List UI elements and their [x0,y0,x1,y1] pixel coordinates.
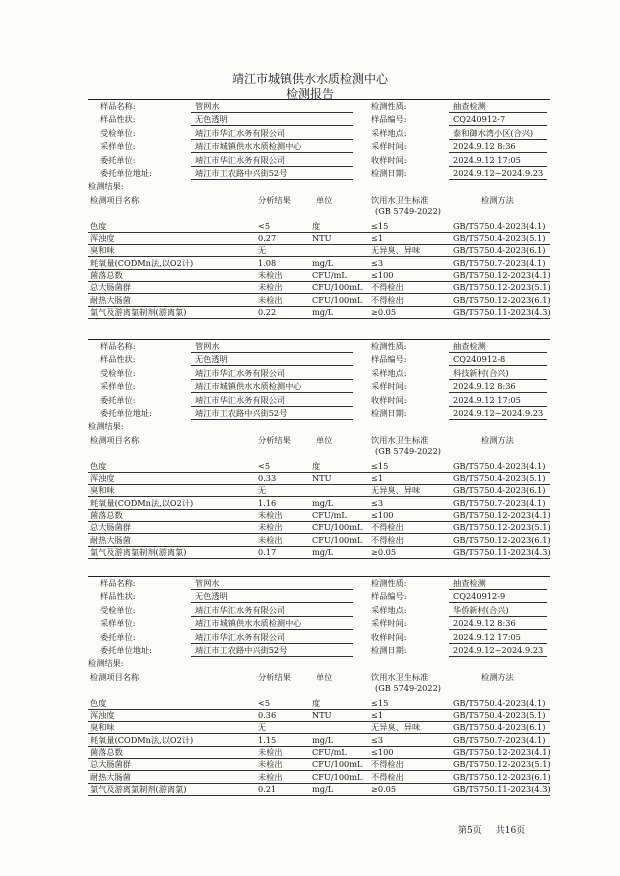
field-value: 靖江市工农路中兴街52号 [195,645,288,655]
cell-item: 耗氧量(CODMn法,以O2计) [90,497,194,508]
cell-result: 无 [258,485,267,496]
table-header-row [88,445,550,458]
field-label: 采样时间: [371,381,407,392]
cell-result: 未检出 [258,510,283,520]
table-row [88,460,550,473]
cell-unit: 度 [312,460,321,471]
cell-unit: CFU/100mL [312,759,363,770]
row-underline [88,558,550,559]
cell-item: 菌落总数 [90,510,123,520]
table-header-row [88,682,550,695]
cell-item: 总大肠菌群 [90,282,131,293]
cell-result: 未检出 [258,747,283,757]
field-label: 委托单位: [100,631,136,642]
cell-result: 未检出 [258,282,283,293]
results-label: 检测结果: [88,181,124,192]
cell-method: GB/T5750.4-2023(6.1) [453,485,546,496]
field-value: 管网水 [195,101,220,111]
cell-item: 浑浊度 [90,473,115,484]
cell-unit: CFU/mL [312,270,347,280]
field-label: 检测日期: [371,645,407,655]
cell-standard: ≤100 [371,270,394,280]
field-value: 靖江市工农路中兴街52号 [195,408,288,418]
cell-method: GB/T5750.7-2023(4.1) [453,734,546,745]
cell-result: 0.22 [258,306,277,317]
field-value: 抽查检测 [453,341,486,351]
cell-standard: 不得检出 [371,759,404,770]
field-label: 样品名称: [100,578,136,588]
info-row [88,154,550,167]
field-value: 2024.9.12 8:36 [453,141,516,152]
cell-method: GB/T5750.4-2023(4.1) [453,460,546,471]
field-value: 靖江市华汇水务有限公司 [195,367,286,378]
field-label: 样品编号: [371,114,407,125]
field-label: 委托单位: [100,154,136,165]
cell-standard: ≥0.05 [371,306,397,317]
field-value: CQ240912-7 [453,114,506,125]
table-row [88,257,550,270]
col-header-item: 检测项目名称 [90,194,140,205]
cell-result: 未检出 [258,759,283,770]
cell-item: 氯气及游离氯制剂(游离氯) [90,783,187,794]
cell-item: 耗氧量(CODMn法,以O2计) [90,734,194,745]
report-title: 靖江市城镇供水水质检测中心 [231,72,388,86]
cell-unit: CFU/100mL [312,522,363,533]
field-label: 采样单位: [100,618,136,629]
field-value: 无色透明 [195,591,228,602]
cell-method: GB/T5750.4-2023(5.1) [453,710,546,721]
cell-item: 色度 [90,460,107,471]
info-row [88,380,550,393]
results-label-row [88,657,550,670]
table-header-row [88,205,550,218]
cell-standard: ≤1 [371,473,384,484]
field-value: 泰和御水湾小区(合兴) [453,127,534,138]
cell-result: 0.36 [258,710,277,721]
table-row [88,269,550,282]
cell-unit: CFU/mL [312,510,347,520]
field-label: 收样时间: [371,394,407,405]
info-row [88,167,550,180]
cell-standard: 不得检出 [371,294,404,305]
cell-result: 0.27 [258,233,277,244]
field-value: 靖江市工农路中兴街52号 [195,168,288,178]
cell-method: GB/T5750.12-2023(4.1) [453,270,551,280]
info-row [88,100,550,113]
cell-standard: 无异臭、异味 [371,245,421,256]
cell-result: 无 [258,245,267,256]
field-value: 靖江市华汇水务有限公司 [195,127,286,138]
cell-item: 耐热大肠菌 [90,294,131,305]
field-label: 样品名称: [100,101,136,111]
field-label: 样品编号: [371,354,407,365]
info-row [88,394,550,407]
cell-item: 色度 [90,220,107,231]
cell-method: GB/T5750.11-2023(4.3) [453,783,551,794]
field-value: 抽查检测 [453,101,486,111]
col-header-item: 检测项目名称 [90,434,140,445]
col-header-standard: 饮用水卫生标准 [371,434,429,445]
cell-result: 1.16 [258,497,277,508]
col-header-item: 检测项目名称 [90,671,140,682]
col-header-standard: 饮用水卫生标准 [371,671,429,682]
field-label: 委托单位: [100,394,136,405]
field-label: 样品性状: [100,354,136,365]
table-row [88,244,550,257]
cell-result: 未检出 [258,294,283,305]
field-value: 靖江市华汇水务有限公司 [195,154,286,165]
info-row [88,353,550,366]
table-row [88,758,550,771]
field-label: 样品性状: [100,114,136,125]
col-header-unit: 单位 [316,434,333,445]
cell-unit: NTU [312,710,332,721]
field-label: 检测日期: [371,168,407,178]
col-header-method: 检测方法 [481,671,514,682]
info-row [88,631,550,644]
field-value: 靖江市华汇水务有限公司 [195,631,286,642]
field-label: 委托单位地址: [100,408,152,418]
cell-result: 未检出 [258,771,283,782]
field-label: 采样地点: [371,127,407,138]
field-value: CQ240912-9 [453,591,506,602]
table-row [88,771,550,784]
col-header-result: 分析结果 [258,194,291,205]
cell-method: GB/T5750.11-2023(4.3) [453,306,551,317]
cell-unit: CFU/100mL [312,771,363,782]
field-label: 委托单位地址: [100,168,152,178]
cell-method: GB/T5750.12-2023(6.1) [453,771,551,782]
field-label: 采样地点: [371,604,407,615]
field-value: 靖江市城镇供水水质检测中心 [195,141,302,152]
cell-unit: CFU/100mL [312,282,363,293]
cell-result: 无 [258,722,267,733]
col-header-unit: 单位 [316,194,333,205]
table-row [88,509,550,522]
cell-unit: mg/L [312,306,334,317]
cell-standard: 不得检出 [371,522,404,533]
cell-item: 色度 [90,697,107,708]
table-row [88,783,550,796]
cell-item: 耗氧量(CODMn法,以O2计) [90,257,194,268]
field-value: 抽查检测 [453,578,486,588]
field-label: 收样时间: [371,154,407,165]
cell-method: GB/T5750.4-2023(4.1) [453,697,546,708]
field-label: 样品性状: [100,591,136,602]
field-value: 管网水 [195,341,220,351]
page-footer [458,823,539,836]
field-label: 委托单位地址: [100,645,152,655]
cell-standard: ≤15 [371,220,389,231]
field-value: CQ240912-8 [453,354,506,365]
cell-standard: ≤100 [371,747,394,757]
field-label: 采样时间: [371,141,407,152]
info-row [88,617,550,630]
field-value: 靖江市城镇供水水质检测中心 [195,381,302,392]
cell-item: 菌落总数 [90,747,123,757]
page-total: 共16页 [495,826,526,836]
field-value: 无色透明 [195,114,228,125]
cell-result: <5 [258,460,271,471]
cell-standard: 不得检出 [371,771,404,782]
info-row [88,140,550,153]
cell-unit: mg/L [312,257,334,268]
cell-method: GB/T5750.12-2023(5.1) [453,282,551,293]
cell-unit: mg/L [312,734,334,745]
cell-method: GB/T5750.4-2023(5.1) [453,473,546,484]
cell-unit: mg/L [312,497,334,508]
results-label: 检测结果: [88,658,124,669]
cell-standard: 无异臭、异味 [371,485,421,496]
cell-method: GB/T5750.12-2023(4.1) [453,510,551,520]
col-header-standard-code: (GB 5749-2022) [375,445,441,456]
cell-item: 氯气及游离氯制剂(游离氯) [90,306,187,317]
cell-unit: 度 [312,220,321,231]
cell-standard: 不得检出 [371,534,404,545]
table-row [88,281,550,294]
table-row [88,472,550,485]
table-row [88,220,550,233]
field-label: 采样单位: [100,381,136,392]
field-value: 2024.9.12 17:05 [453,154,521,165]
results-label-row [88,180,550,193]
field-label: 样品名称: [100,341,136,351]
field-value: 无色透明 [195,354,228,365]
info-row [88,577,550,590]
field-label: 检测性质: [371,578,407,588]
field-value: 靖江市华汇水务有限公司 [195,604,286,615]
sample-block [88,99,550,339]
cell-method: GB/T5750.12-2023(6.1) [453,534,551,545]
cell-standard: ≤1 [371,710,384,721]
cell-method: GB/T5750.11-2023(4.3) [453,546,551,557]
cell-item: 总大肠菌群 [90,522,131,533]
field-label: 受检单位: [100,367,136,378]
field-label: 受检单位: [100,604,136,615]
info-row [88,113,550,126]
cell-standard: 无异臭、异味 [371,722,421,733]
cell-result: <5 [258,697,271,708]
info-row [88,590,550,603]
info-row [88,367,550,380]
cell-standard: ≥0.05 [371,783,397,794]
table-row [88,746,550,759]
col-header-standard: 饮用水卫生标准 [371,194,429,205]
cell-method: GB/T5750.4-2023(5.1) [453,233,546,244]
table-row [88,521,550,534]
cell-result: 未检出 [258,534,283,545]
row-underline [88,795,550,796]
field-value: 2024.9.12 17:05 [453,394,521,405]
field-value: 靖江市华汇水务有限公司 [195,394,286,405]
results-label: 检测结果: [88,421,124,432]
table-row [88,306,550,319]
col-header-standard-code: (GB 5749-2022) [375,682,441,693]
cell-method: GB/T5750.12-2023(6.1) [453,294,551,305]
page-number: 第5页 [458,826,482,836]
table-row [88,534,550,547]
cell-result: <5 [258,220,271,231]
field-label: 采样单位: [100,141,136,152]
cell-unit: NTU [312,233,332,244]
cell-item: 臭和味 [90,245,115,256]
cell-item: 臭和味 [90,722,115,733]
row-underline [88,318,550,319]
cell-item: 总大肠菌群 [90,759,131,770]
sample-block [88,339,550,579]
cell-standard: ≤3 [371,497,384,508]
cell-method: GB/T5750.12-2023(4.1) [453,747,551,757]
cell-method: GB/T5750.4-2023(6.1) [453,722,546,733]
cell-method: GB/T5750.4-2023(4.1) [453,220,546,231]
cell-item: 菌落总数 [90,270,123,280]
col-header-unit: 单位 [316,671,333,682]
field-label: 受检单位: [100,127,136,138]
field-label: 采样时间: [371,618,407,629]
cell-standard: ≤15 [371,697,389,708]
cell-item: 浑浊度 [90,710,115,721]
cell-item: 臭和味 [90,485,115,496]
cell-result: 未检出 [258,270,283,280]
col-header-result: 分析结果 [258,671,291,682]
cell-standard: ≤15 [371,460,389,471]
cell-result: 0.33 [258,473,277,484]
info-row [88,644,550,657]
field-label: 收样时间: [371,631,407,642]
col-header-result: 分析结果 [258,434,291,445]
table-row [88,697,550,710]
results-label-row [88,420,550,433]
info-row [88,407,550,420]
field-label: 检测性质: [371,101,407,111]
cell-result: 0.17 [258,546,277,557]
cell-standard: ≤3 [371,734,384,745]
cell-result: 未检出 [258,522,283,533]
field-value: 2024.9.12~2024.9.23 [453,408,544,418]
field-value: 华侨新村(合兴) [453,604,509,615]
sample-block [88,576,550,816]
cell-standard: 不得检出 [371,282,404,293]
table-row [88,497,550,510]
cell-result: 0.21 [258,783,277,794]
cell-method: GB/T5750.7-2023(4.1) [453,257,546,268]
field-value: 2024.9.12 8:36 [453,618,516,629]
table-row [88,721,550,734]
table-row [88,484,550,497]
cell-unit: CFU/100mL [312,534,363,545]
field-value: 科技新村(合兴) [453,367,509,378]
field-label: 样品编号: [371,591,407,602]
report-subtitle: 检测报告 [285,87,334,101]
field-value: 2024.9.12 8:36 [453,381,516,392]
col-header-standard-code: (GB 5749-2022) [375,205,441,216]
field-label: 检测性质: [371,341,407,351]
info-row [88,340,550,353]
field-value: 2024.9.12~2024.9.23 [453,168,544,178]
cell-standard: ≤1 [371,233,384,244]
col-header-method: 检测方法 [481,434,514,445]
cell-result: 1.15 [258,734,277,745]
table-row [88,709,550,722]
table-row [88,232,550,245]
col-header-method: 检测方法 [481,194,514,205]
field-value: 2024.9.12 17:05 [453,631,521,642]
info-row [88,127,550,140]
cell-standard: ≤100 [371,510,394,520]
cell-unit: CFU/mL [312,747,347,757]
field-label: 检测日期: [371,408,407,418]
cell-unit: NTU [312,473,332,484]
field-label: 采样地点: [371,367,407,378]
cell-standard: ≥0.05 [371,546,397,557]
cell-method: GB/T5750.4-2023(6.1) [453,245,546,256]
cell-item: 耐热大肠菌 [90,534,131,545]
table-row [88,546,550,559]
cell-method: GB/T5750.12-2023(5.1) [453,759,551,770]
cell-result: 1.08 [258,257,277,268]
field-value: 靖江市城镇供水水质检测中心 [195,618,302,629]
cell-unit: CFU/100mL [312,294,363,305]
cell-item: 氯气及游离氯制剂(游离氯) [90,546,187,557]
cell-item: 耐热大肠菌 [90,771,131,782]
cell-standard: ≤3 [371,257,384,268]
field-value: 管网水 [195,578,220,588]
cell-unit: mg/L [312,783,334,794]
info-row [88,604,550,617]
cell-unit: 度 [312,697,321,708]
cell-method: GB/T5750.12-2023(5.1) [453,522,551,533]
field-value: 2024.9.12~2024.9.23 [453,645,544,655]
table-row [88,294,550,307]
cell-unit: mg/L [312,546,334,557]
table-row [88,734,550,747]
cell-item: 浑浊度 [90,233,115,244]
cell-method: GB/T5750.7-2023(4.1) [453,497,546,508]
